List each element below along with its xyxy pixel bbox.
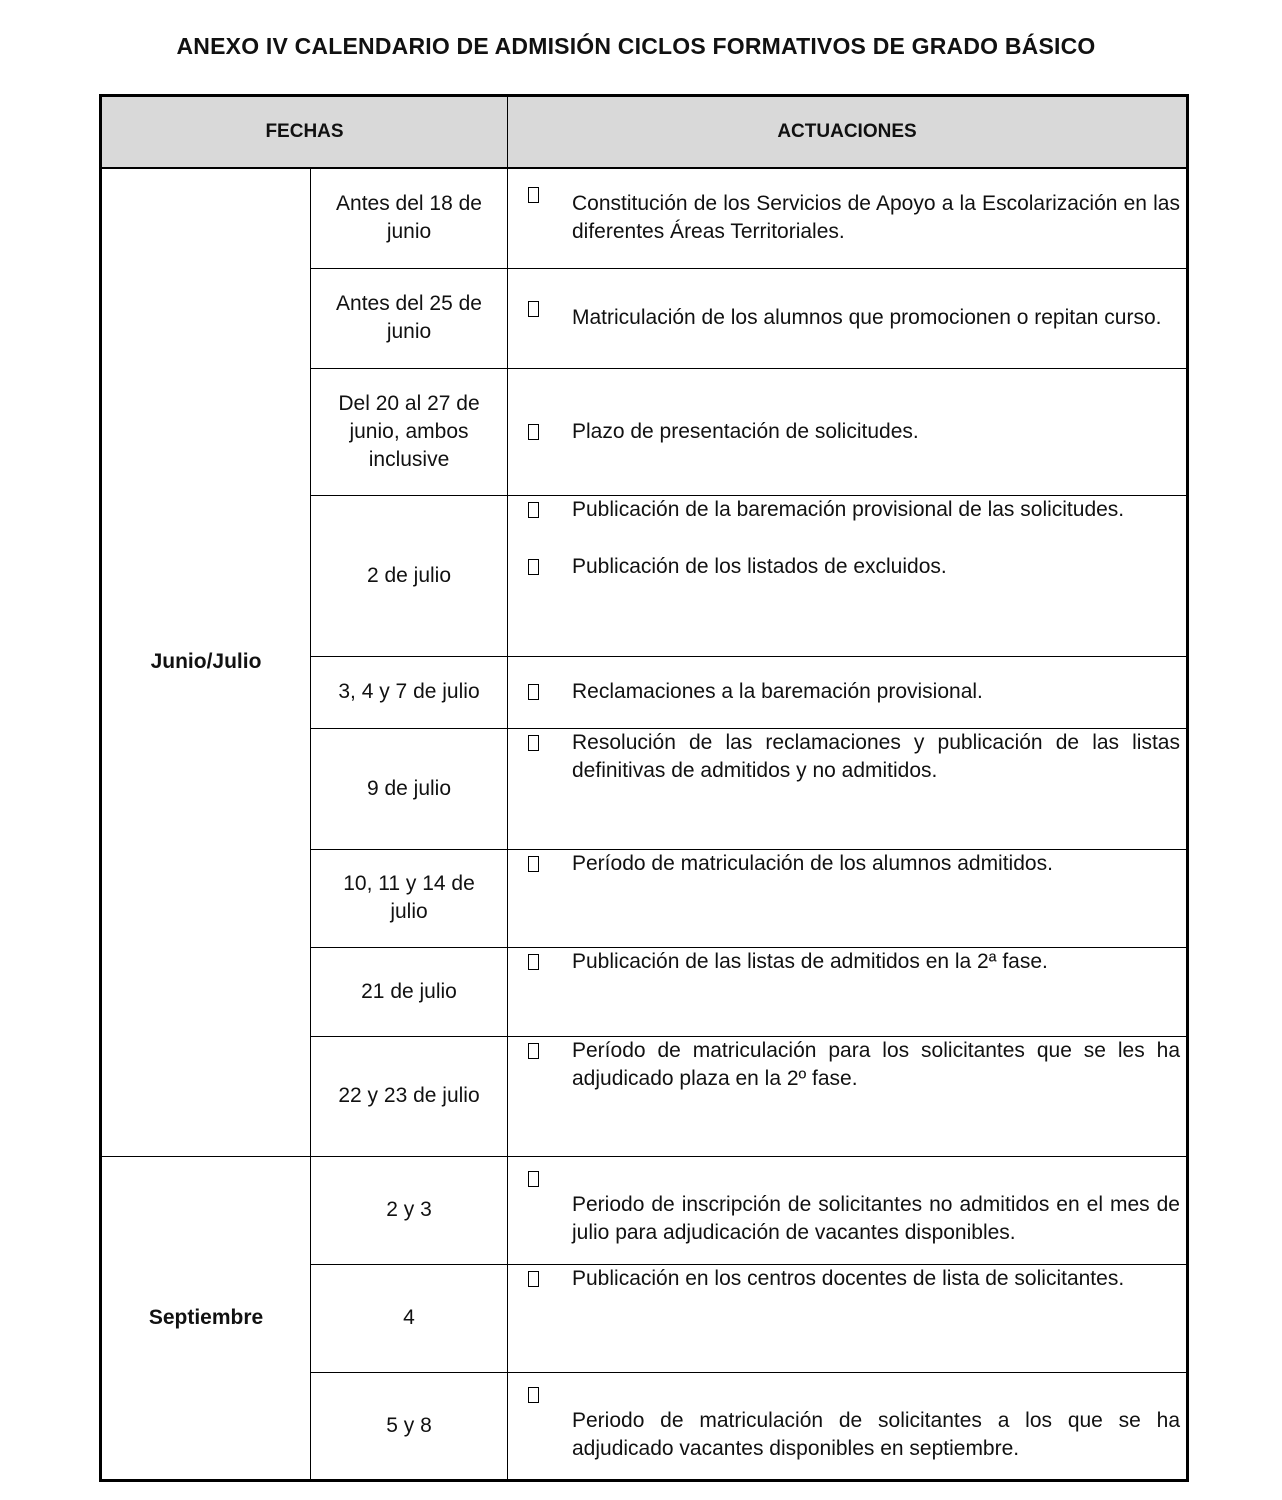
row-date: 21 de julio	[311, 947, 508, 1036]
row-date: 2 y 3	[311, 1156, 508, 1264]
action-item: Plazo de presentación de solicitudes.	[528, 418, 1180, 446]
period-septiembre: Septiembre	[101, 1156, 311, 1480]
checkbox-outline-icon	[528, 424, 539, 440]
page-title: ANEXO IV CALENDARIO DE ADMISIÓN CICLOS FORMATIVOS DE GRADO BÁSICO	[176, 33, 1096, 59]
row-date: Del 20 al 27 de junio, ambos inclusive	[311, 368, 508, 495]
checkbox-outline-icon	[528, 1171, 539, 1187]
row-date: Antes del 25 de junio	[311, 268, 508, 368]
row-actions	[508, 1264, 1188, 1372]
action-item: Periodo de matriculación de solicitantes a los que se ha adjudicado vacantes disponibles en septiembre.	[528, 1407, 1180, 1463]
row-date: 3, 4 y 7 de julio	[311, 656, 508, 728]
table-row	[101, 168, 1188, 268]
checkbox-outline-icon	[528, 301, 539, 317]
action-item: Período de matriculación para los solicitantes que se les ha adjudicado plaza en la 2º fase.	[528, 1037, 1180, 1093]
table-header-row	[101, 96, 1188, 169]
checkbox-outline-icon	[528, 1043, 539, 1059]
row-date: 5 y 8	[311, 1372, 508, 1480]
row-date: 4	[311, 1264, 508, 1372]
action-item: Publicación de las listas de admitidos en la 2ª fase.	[528, 948, 1180, 976]
row-actions	[508, 947, 1188, 1036]
checkbox-outline-icon	[528, 502, 539, 518]
header-actuaciones: ACTUACIONES	[508, 96, 1188, 169]
row-actions	[508, 1156, 1188, 1264]
action-item: Período de matriculación de los alumnos admitidos.	[528, 850, 1180, 878]
row-actions	[508, 1372, 1188, 1480]
row-actions	[508, 656, 1188, 728]
action-item: Publicación en los centros docentes de lista de solicitantes.	[528, 1265, 1180, 1293]
action-item: Publicación de los listados de excluidos.	[528, 553, 1180, 581]
row-actions	[508, 495, 1188, 656]
action-item: Constitución de los Servicios de Apoyo a la Escolarización en las diferentes Áreas Territoriales.	[528, 190, 1180, 246]
action-item: Matriculación de los alumnos que promocionen o repitan curso.	[528, 304, 1180, 332]
action-item: Resolución de las reclamaciones y publicación de las listas definitivas de admitidos y no admitidos.	[528, 729, 1180, 785]
row-actions	[508, 1036, 1188, 1156]
row-actions	[508, 168, 1188, 268]
row-actions	[508, 368, 1188, 495]
row-actions	[508, 849, 1188, 947]
row-date: 9 de julio	[311, 728, 508, 849]
row-actions	[508, 268, 1188, 368]
action-item: Reclamaciones a la baremación provisional.	[528, 678, 1180, 706]
table-row	[101, 1156, 1188, 1264]
checkbox-outline-icon	[528, 1271, 539, 1287]
row-date: 22 y 23 de julio	[311, 1036, 508, 1156]
action-item: Publicación de la baremación provisional de las solicitudes.	[528, 496, 1180, 524]
checkbox-outline-icon	[528, 559, 539, 575]
action-item: Periodo de inscripción de solicitantes no admitidos en el mes de julio para adjudicación de vacantes disponibles.	[528, 1191, 1180, 1247]
period-junio-julio: Junio/Julio	[101, 168, 311, 1156]
row-date: 2 de julio	[311, 495, 508, 656]
admission-calendar-table	[99, 94, 1189, 1482]
row-actions	[508, 728, 1188, 849]
row-date: 10, 11 y 14 de julio	[311, 849, 508, 947]
checkbox-outline-icon	[528, 856, 539, 872]
checkbox-outline-icon	[528, 735, 539, 751]
header-fechas: FECHAS	[101, 96, 508, 169]
checkbox-outline-icon	[528, 954, 539, 970]
checkbox-outline-icon	[528, 1387, 539, 1403]
checkbox-outline-icon	[528, 187, 539, 203]
row-date: Antes del 18 de junio	[311, 168, 508, 268]
checkbox-outline-icon	[528, 684, 539, 700]
